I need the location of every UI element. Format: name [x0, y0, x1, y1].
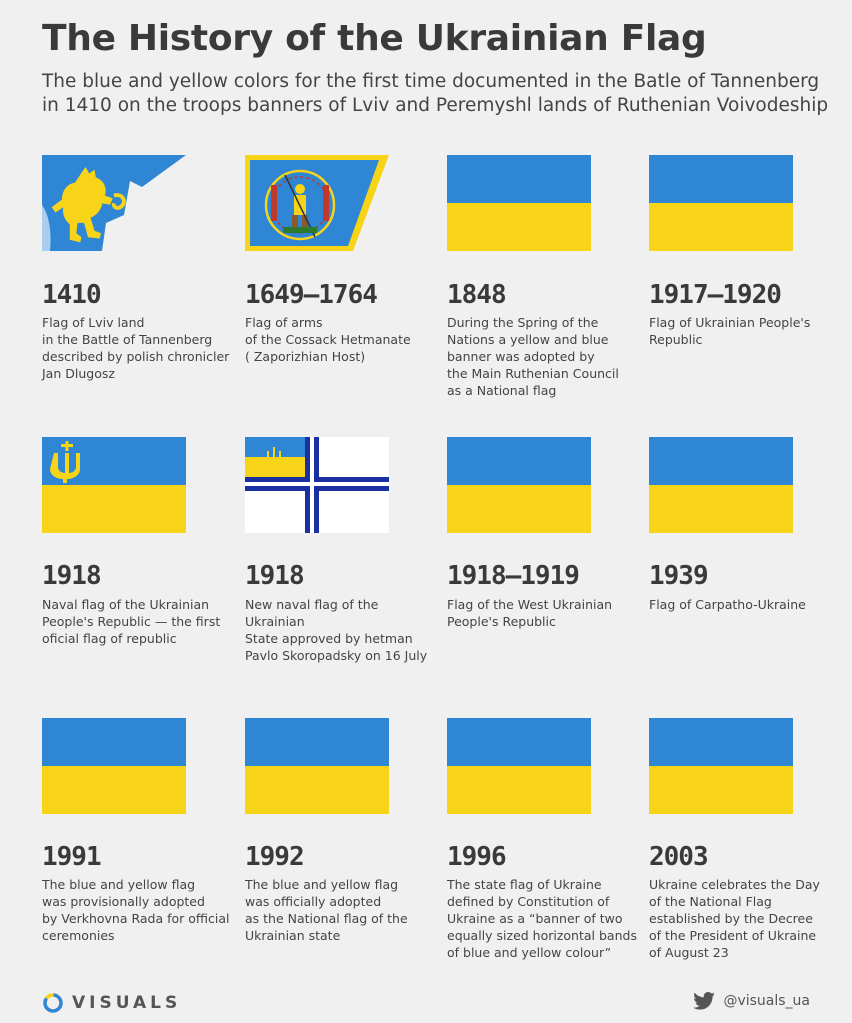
card-year: 2003 — [649, 842, 708, 872]
card-year: 1410 — [42, 280, 101, 310]
page-title: The History of the Ukrainian Flag — [42, 18, 707, 59]
footer-handle[interactable] — [693, 992, 810, 1010]
twitter-handle[interactable]: @visuals_ua — [723, 993, 810, 1009]
bicolor-flag-image — [42, 718, 186, 814]
brand-name: VISUALS — [72, 993, 182, 1013]
card-description: During the Spring of the Nations a yellow and blue banner was adopted by the Main Ruthenian Council as a National flag — [447, 315, 619, 398]
card-year: 1939 — [649, 561, 708, 591]
bicolor-flag-image — [649, 437, 793, 533]
bicolor-flag-image — [245, 718, 389, 814]
bicolor-flag-image — [447, 437, 591, 533]
card-description: The blue and yellow flag was officially adopted as the National flag of the Ukrainian state — [245, 877, 408, 943]
bicolor-flag-image — [447, 155, 591, 251]
footer-brand — [42, 990, 181, 1016]
card-description: Flag of Lviv land in the Battle of Tannenberg described by polish chronicler Jan Dlugosz — [42, 315, 230, 381]
card-description: Ukraine celebrates the Day of the National Flag established by the Decree of the President of Ukraine of August 23 — [649, 877, 820, 960]
card-description: Flag of Ukrainian People's Republic — [649, 315, 811, 347]
card-year: 1996 — [447, 842, 506, 872]
card-description: The state flag of Ukraine defined by Constitution of Ukraine as a “banner of two equally sized horizontal bands of blue and yellow colour” — [447, 877, 637, 960]
card-description: Naval flag of the Ukrainian People's Republic — the first oficial flag of republic — [42, 597, 221, 646]
lviv-banner-flag-image — [42, 155, 186, 251]
card-description: New naval flag of the Ukrainian State approved by hetman Pavlo Skoropadsky on 16 July — [245, 597, 428, 663]
card-year: 1918 — [245, 561, 304, 591]
card-description: The blue and yellow flag was provisionally adopted by Verkhovna Rada for official ceremonies — [42, 877, 230, 943]
card-year: 1848 — [447, 280, 506, 310]
page-subtitle: The blue and yellow colors for the first time documented in the Batle of Tannenberg in 1410 on the troops banners of Lviv and Peremyshl lands of Ruthenian Voivodeship — [42, 71, 829, 116]
bicolor-flag-image — [447, 718, 591, 814]
bicolor-flag-image — [649, 718, 793, 814]
card-year: 1992 — [245, 842, 304, 872]
twitter-bird-icon — [693, 992, 715, 1010]
naval-cross-flag-image — [245, 437, 389, 533]
card-year: 1991 — [42, 842, 101, 872]
card-description: Flag of arms of the Cossack Hetmanate ( Zaporizhian Host) — [245, 315, 411, 364]
naval-trident-flag-image — [42, 437, 186, 533]
card-year: 1918 — [42, 561, 101, 591]
card-description: Flag of Carpatho-Ukraine — [649, 597, 806, 612]
card-year: 1649–1764 — [245, 280, 377, 310]
card-year: 1918–1919 — [447, 561, 579, 591]
bicolor-flag-image — [649, 155, 793, 251]
cossack-banner-flag-image — [245, 155, 389, 251]
card-description: Flag of the West Ukrainian People's Republic — [447, 597, 613, 629]
card-year: 1917–1920 — [649, 280, 781, 310]
visuals-logo-icon — [42, 992, 64, 1014]
